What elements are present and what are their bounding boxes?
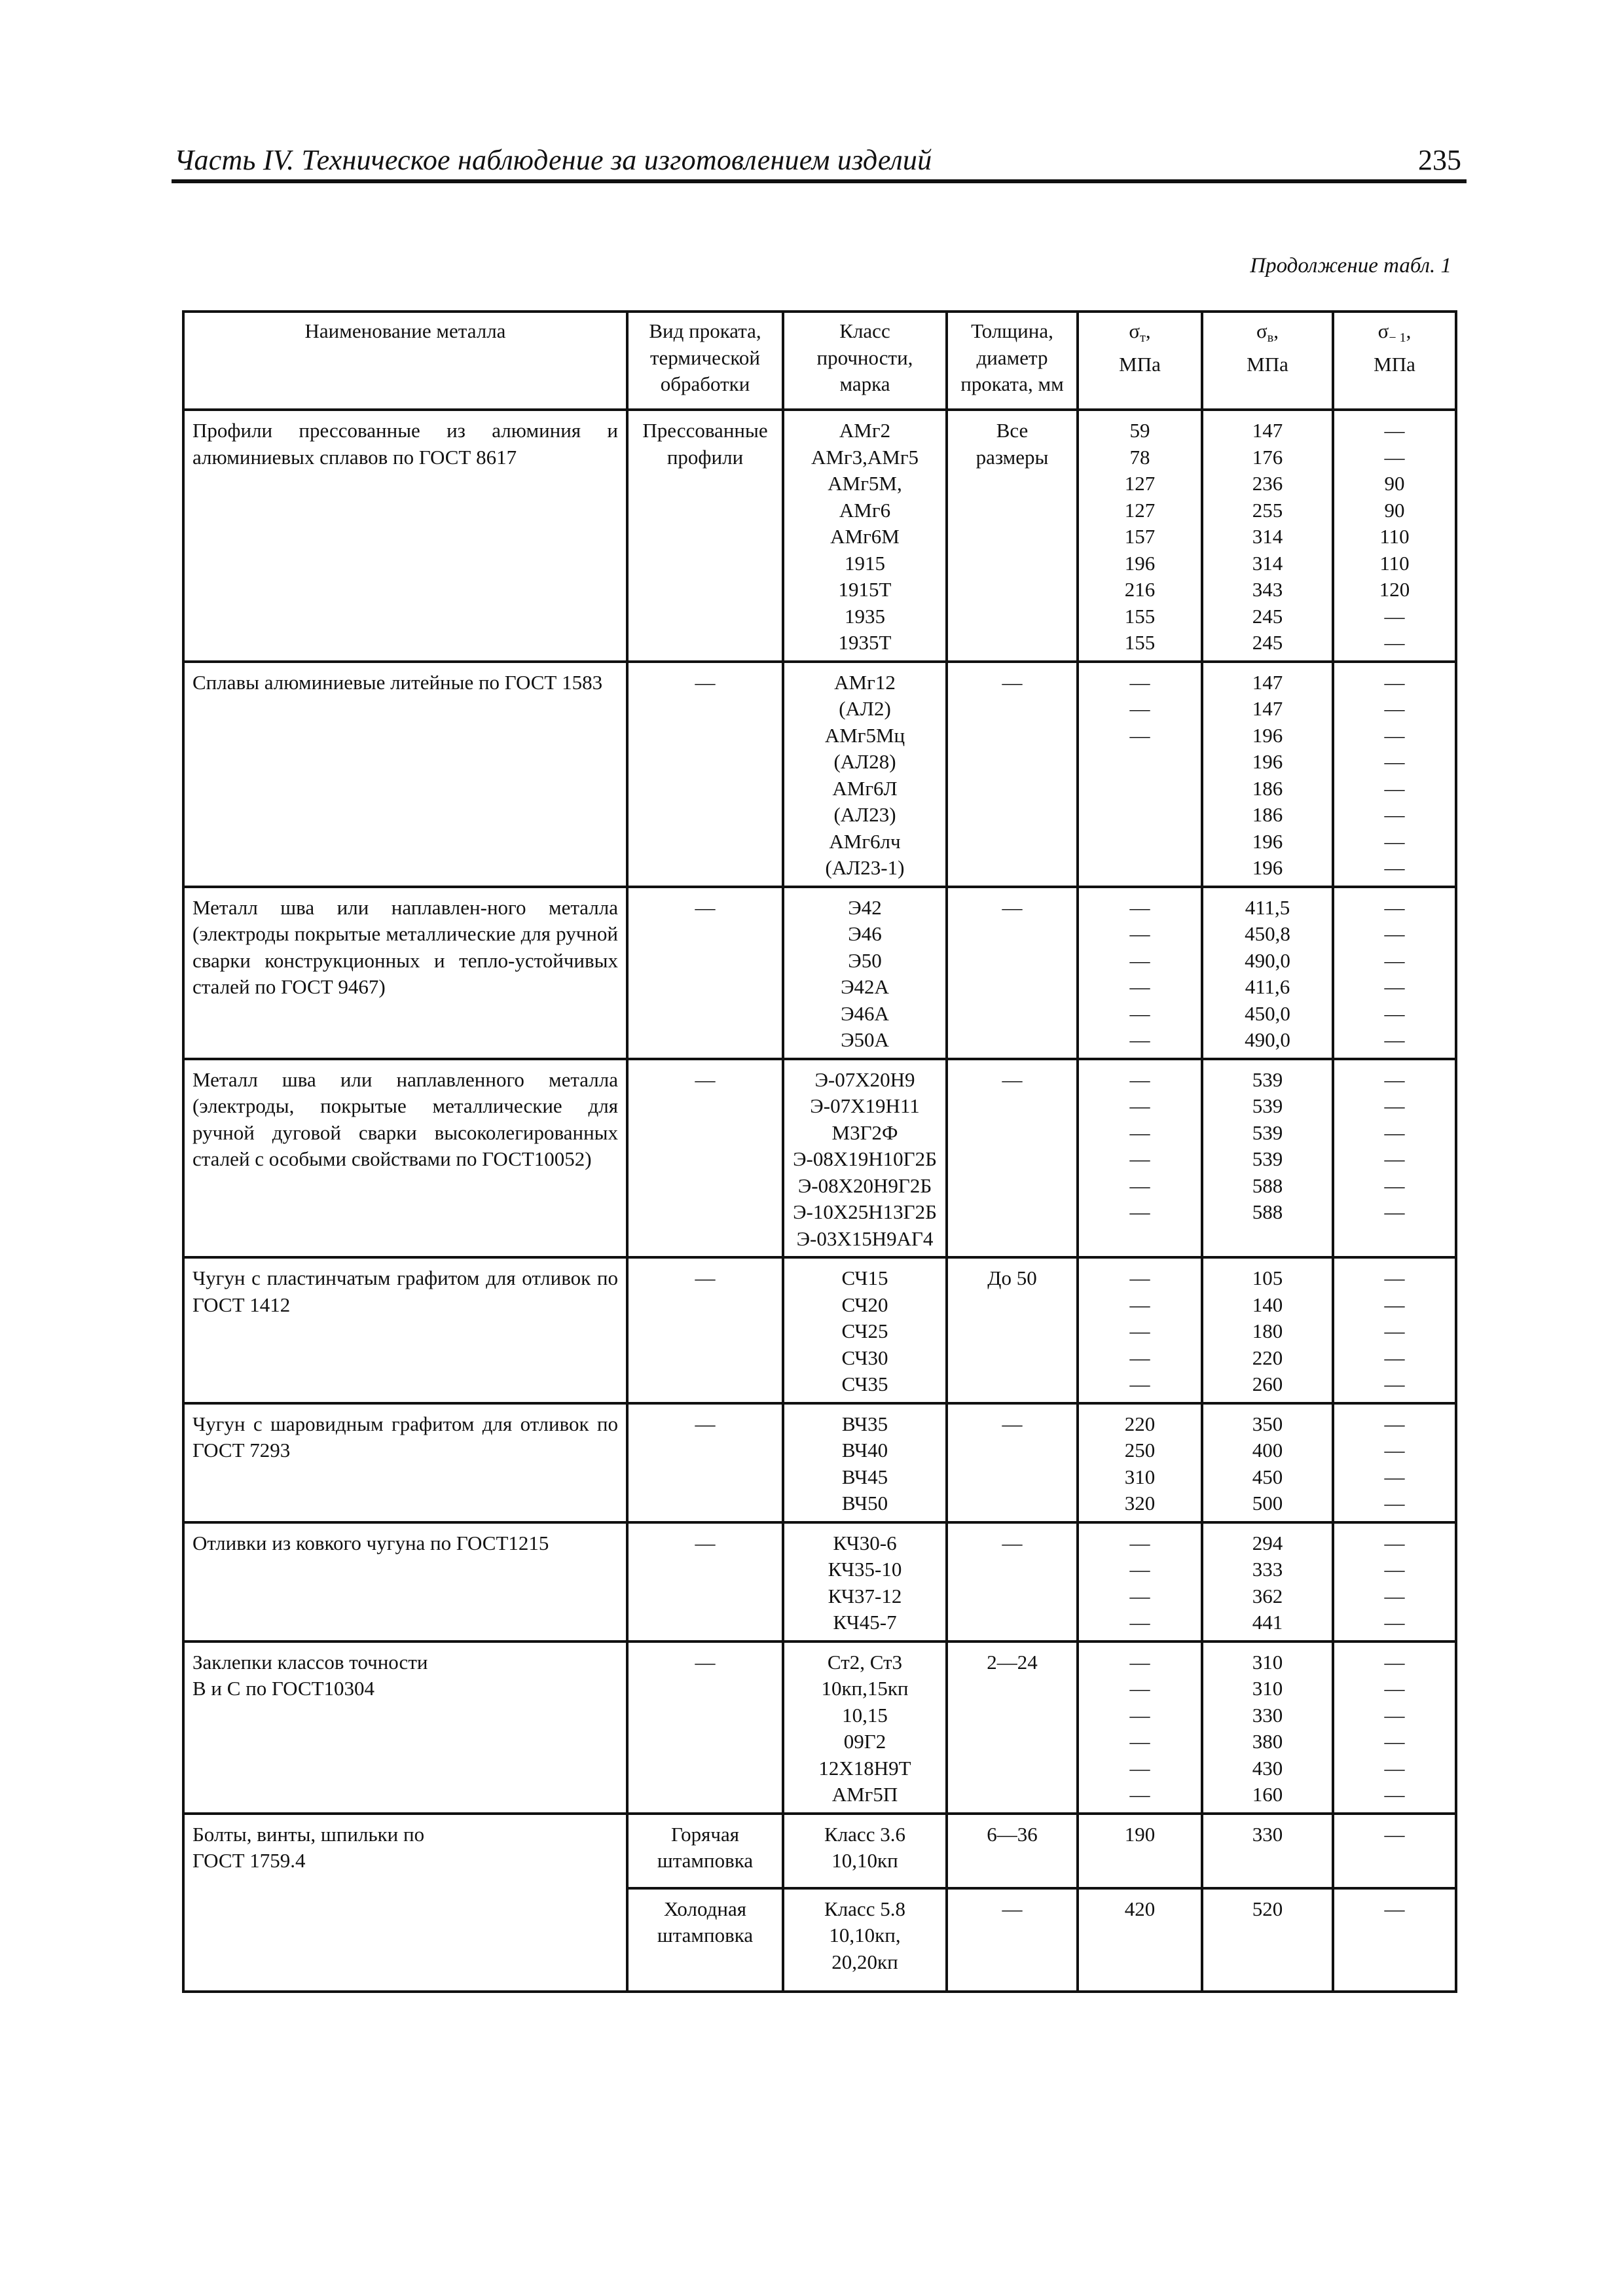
header-rolling: Вид проката, термической обработки: [627, 312, 783, 410]
row-grade-cell: Ст2, Ст3 10кп,15кп 10,15 09Г2 12Х18Н9Т АМг5П: [783, 1641, 947, 1814]
row-rolling-cell: —: [627, 662, 783, 887]
page-number: 235: [1418, 144, 1461, 176]
row-rolling-cell: Прессованные профили: [627, 410, 783, 662]
row-sigma-t-cell: — — — — — —: [1078, 1059, 1202, 1258]
table-continuation-caption: Продолжение табл. 1: [1250, 254, 1451, 278]
table-row: [183, 1403, 1456, 1522]
table-row: [183, 1257, 1456, 1403]
running-header: [172, 140, 1467, 183]
row-thickness-cell: Все размеры: [947, 410, 1078, 662]
row-grade-cell: Класс 3.6 10,10кп: [783, 1814, 947, 1888]
row-thickness-cell: —: [947, 1059, 1078, 1258]
row-thickness-cell: —: [947, 1403, 1078, 1522]
table-body: [183, 410, 1456, 1992]
row-sigma-minus1-cell: — — — — —: [1333, 1257, 1456, 1403]
row-sigma-v-cell: 330: [1202, 1814, 1333, 1888]
row-sigma-v-cell: 105 140 180 220 260: [1202, 1257, 1333, 1403]
row-sigma-v-cell: 539 539 539 539 588 588: [1202, 1059, 1333, 1258]
table-row: [183, 662, 1456, 887]
row-thickness-cell: —: [947, 1522, 1078, 1641]
header-title: Часть IV. Техническое наблюдение за изготовлением изделий: [174, 144, 932, 176]
row-rolling-cell: —: [627, 1403, 783, 1522]
row-metal-name: Отливки из ковкого чугуна по ГОСТ1215: [183, 1522, 627, 1641]
row-grade-cell: Класс 5.8 10,10кп, 20,20кп: [783, 1888, 947, 1992]
table-row: [183, 1814, 1456, 1888]
row-metal-name: Болты, винты, шпильки по ГОСТ 1759.4: [183, 1814, 627, 1992]
row-metal-name: Чугун с пластинчатым графитом для отливок по ГОСТ 1412: [183, 1257, 627, 1403]
row-sigma-minus1-cell: — — 90 90 110 110 120 — —: [1333, 410, 1456, 662]
table-row: [183, 1522, 1456, 1641]
row-sigma-minus1-cell: —: [1333, 1888, 1456, 1992]
table-row: [183, 410, 1456, 662]
row-sigma-minus1-cell: — — — — — — — —: [1333, 662, 1456, 887]
row-sigma-v-cell: 147 176 236 255 314 314 343 245 245: [1202, 410, 1333, 662]
row-grade-cell: ВЧ35 ВЧ40 ВЧ45 ВЧ50: [783, 1403, 947, 1522]
row-thickness-cell: —: [947, 887, 1078, 1059]
header-thickness: Толщина, диаметр проката, мм: [947, 312, 1078, 410]
row-grade-cell: КЧ30-6 КЧ35-10 КЧ37-12 КЧ45-7: [783, 1522, 947, 1641]
row-grade-cell: АМг2 АМг3,АМг5 АМг5М, АМг6 АМг6М 1915 1915Т 1935 1935Т: [783, 410, 947, 662]
row-rolling-cell: —: [627, 1522, 783, 1641]
row-metal-name: Металл шва или наплавленного металла (электроды, покрытые металлические для ручной дуговой сварки высоколегированных сталей с особыми свойствами по ГОСТ10052): [183, 1059, 627, 1258]
row-sigma-v-cell: 147 147 196 196 186 186 196 196: [1202, 662, 1333, 887]
row-rolling-cell: —: [627, 887, 783, 1059]
metals-properties-table: [182, 310, 1457, 1993]
row-sigma-minus1-cell: — — — —: [1333, 1522, 1456, 1641]
row-grade-cell: СЧ15 СЧ20 СЧ25 СЧ30 СЧ35: [783, 1257, 947, 1403]
row-thickness-cell: 2—24: [947, 1641, 1078, 1814]
row-grade-cell: Э-07Х20Н9 Э-07Х19Н11 М3Г2Ф Э-08Х19Н10Г2Б Э-08Х20Н9Г2Б Э-10Х25Н13Г2Б Э-03Х15Н9АГ4: [783, 1059, 947, 1258]
row-sigma-minus1-cell: — — — — — —: [1333, 1059, 1456, 1258]
row-sigma-minus1-cell: — — — — — —: [1333, 1641, 1456, 1814]
row-rolling-cell: —: [627, 1641, 783, 1814]
row-sigma-v-cell: 294 333 362 441: [1202, 1522, 1333, 1641]
header-name: Наименование металла: [183, 312, 627, 410]
row-rolling-cell: —: [627, 1257, 783, 1403]
header-sigma-minus1: $\sigma_{- 1}$, МПа: [1333, 312, 1456, 410]
row-rolling-cell: Холодная штамповка: [627, 1888, 783, 1992]
table-row: [183, 1641, 1456, 1814]
row-sigma-t-cell: 220 250 310 320: [1078, 1403, 1202, 1522]
row-sigma-t-cell: 190: [1078, 1814, 1202, 1888]
row-sigma-t-cell: — — — — — —: [1078, 887, 1202, 1059]
row-thickness-cell: —: [947, 1888, 1078, 1992]
row-thickness-cell: До 50: [947, 1257, 1078, 1403]
row-metal-name: Металл шва или наплавлен-ного металла (электроды покрытые металлические для ручной сварки конструкционных и тепло-устойчивых сталей по ГОСТ 9467): [183, 887, 627, 1059]
row-metal-name: Заклепки классов точности В и С по ГОСТ10304: [183, 1641, 627, 1814]
row-sigma-t-cell: — — —: [1078, 662, 1202, 887]
row-metal-name: Сплавы алюминиевые литейные по ГОСТ 1583: [183, 662, 627, 887]
header-sigma-t: $\sigma_т$, МПа: [1078, 312, 1202, 410]
row-sigma-minus1-cell: —: [1333, 1814, 1456, 1888]
table-row: [183, 1059, 1456, 1258]
row-thickness-cell: 6—36: [947, 1814, 1078, 1888]
row-sigma-v-cell: 350 400 450 500: [1202, 1403, 1333, 1522]
row-sigma-t-cell: — — — — — —: [1078, 1641, 1202, 1814]
row-sigma-v-cell: 310 310 330 380 430 160: [1202, 1641, 1333, 1814]
row-sigma-t-cell: 420: [1078, 1888, 1202, 1992]
row-grade-cell: АМг12 (АЛ2) АМг5Мц (АЛ28) АМг6Л (АЛ23) АМг6лч (АЛ23-1): [783, 662, 947, 887]
table-header-row: [183, 312, 1456, 410]
row-sigma-t-cell: — — — — —: [1078, 1257, 1202, 1403]
header-sigma-v: $\sigma_в$, МПа: [1202, 312, 1333, 410]
row-rolling-cell: Горячая штамповка: [627, 1814, 783, 1888]
row-sigma-minus1-cell: — — — — — —: [1333, 887, 1456, 1059]
row-sigma-v-cell: 411,5 450,8 490,0 411,6 450,0 490,0: [1202, 887, 1333, 1059]
table-row: [183, 887, 1456, 1059]
row-metal-name: Профили прессованные из алюминия и алюминиевых сплавов по ГОСТ 8617: [183, 410, 627, 662]
row-grade-cell: Э42 Э46 Э50 Э42А Э46А Э50А: [783, 887, 947, 1059]
row-sigma-v-cell: 520: [1202, 1888, 1333, 1992]
header-grade: Класс прочности, марка: [783, 312, 947, 410]
row-sigma-t-cell: 59 78 127 127 157 196 216 155 155: [1078, 410, 1202, 662]
row-sigma-minus1-cell: — — — —: [1333, 1403, 1456, 1522]
row-rolling-cell: —: [627, 1059, 783, 1258]
row-metal-name: Чугун с шаровидным графитом для отливок по ГОСТ 7293: [183, 1403, 627, 1522]
row-sigma-t-cell: — — — —: [1078, 1522, 1202, 1641]
row-thickness-cell: —: [947, 662, 1078, 887]
